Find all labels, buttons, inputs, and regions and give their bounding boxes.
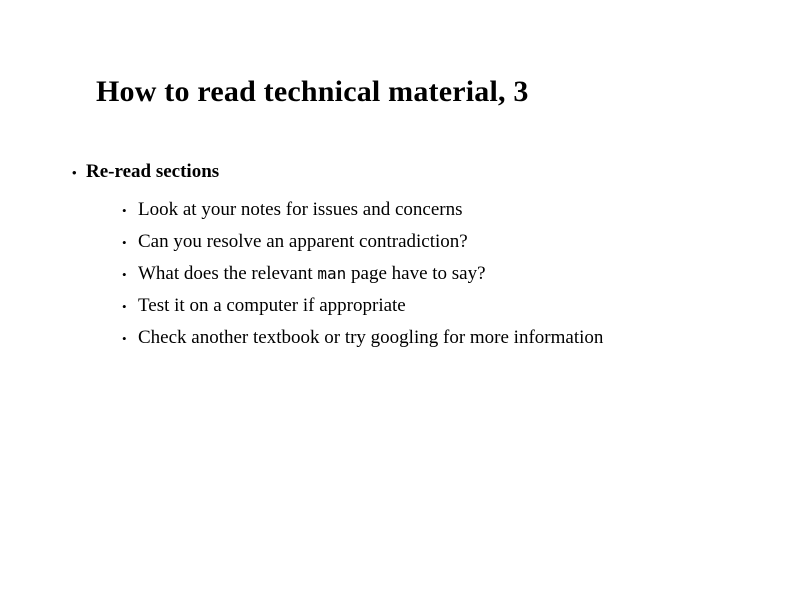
section-heading-label: Re-read sections: [86, 161, 220, 182]
list-item-text: [138, 325, 698, 351]
bullet-icon: •: [122, 299, 127, 314]
list-item-text: [138, 229, 698, 255]
list-item-text-post: page have to say?: [346, 263, 486, 284]
list-item-text-pre: Can you resolve an apparent contradiction?: [138, 231, 468, 252]
list-item-text-pre: What does the relevant: [138, 263, 318, 284]
page-title: How to read technical material, 3: [96, 75, 529, 108]
list-item: [122, 229, 752, 256]
bullet-icon: •: [122, 203, 127, 218]
bullet-icon: •: [72, 165, 77, 180]
bullet-icon: •: [122, 267, 127, 282]
slide-body: [72, 158, 752, 357]
list-item-text-pre: Test it on a computer if appropriate: [138, 295, 406, 316]
list-item: [122, 261, 752, 288]
section-heading: [72, 158, 752, 187]
bullet-icon: •: [122, 331, 127, 346]
list-item-text: [138, 261, 698, 287]
list-item: [122, 293, 752, 320]
list-item-text-pre: Check another textbook or try googling for more information: [138, 327, 604, 348]
list-item-text: [138, 197, 698, 223]
inline-code: man: [317, 264, 347, 283]
list-item: [122, 197, 752, 224]
list-item: [122, 325, 752, 352]
list-item-text: [138, 293, 698, 319]
sub-bullet-list: [72, 197, 752, 352]
list-item-text-pre: Look at your notes for issues and concerns: [138, 199, 463, 220]
bullet-icon: •: [122, 235, 127, 250]
